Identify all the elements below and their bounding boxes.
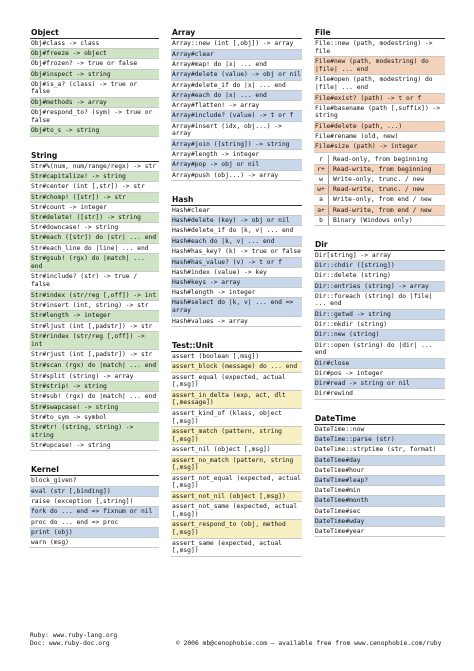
section-hash xyxy=(171,195,302,327)
list-item: Str#downcase! -> string xyxy=(30,223,159,233)
list-item: assert_no_match (pattern, string [,msg]) xyxy=(171,456,302,474)
section-file-modes xyxy=(314,155,445,226)
file-mode-key: a+ xyxy=(314,206,329,215)
list-item: Str#strip! -> string xyxy=(30,382,159,392)
list-item: Str#insert (int, string) -> str xyxy=(30,301,159,311)
list-item: Hash#clear xyxy=(171,206,302,216)
list-item: assert_match (pattern, string [,msg]) xyxy=(171,427,302,445)
file-mode-key: b xyxy=(314,216,329,225)
list-item: assert_not_nil (object [,msg]) xyxy=(171,492,302,502)
list-item: Obj#is_a? (class) -> true or false xyxy=(30,80,159,98)
list-item: Str#include? (str) -> true / false xyxy=(30,272,159,290)
copyright: © 2006 mb@cenophobie.com — available free from www.cenophobie.com/ruby xyxy=(176,640,442,647)
section-title: Dir xyxy=(314,240,445,251)
list-item: Str#each ([str]) do |str| ... end xyxy=(30,233,159,244)
list-item: Hash#has_value? (v) -> t or f xyxy=(171,258,302,268)
footer-links xyxy=(30,632,117,648)
list-item: Array#include? (value) -> t or f xyxy=(171,111,302,122)
list-item: DateTime#day xyxy=(314,456,445,466)
list-item: Str#ljust (int [,padstr]) -> str xyxy=(30,322,159,333)
list-item: Hash#delete_if do |k, v| ... end xyxy=(171,226,302,237)
list-item: fork do ... end => fixnum or nil xyxy=(30,507,159,518)
list-item: Str#center (int [,str]) -> str xyxy=(30,182,159,192)
list-item: Dir#close xyxy=(314,359,445,369)
list-item: Str#rindex (str/reg [,off]) -> int xyxy=(30,332,159,350)
file-mode-desc: Read-write, from beginning xyxy=(333,165,432,173)
list-item: File#exist? (path) -> t or f xyxy=(314,94,445,104)
list-item: Array#join ([string]) -> string xyxy=(171,140,302,150)
list-item: Str#scan (rgx) do |match| ... end xyxy=(30,361,159,372)
list-item: Obj#to_s -> string xyxy=(30,126,159,136)
list-item: Dir::new (string) xyxy=(314,330,445,340)
list-item: Array#clear xyxy=(171,50,302,60)
section-title: DateTime xyxy=(314,414,445,425)
list-item: Hash#each do |k, v| ... end xyxy=(171,237,302,247)
file-mode-row xyxy=(314,175,445,185)
list-item: Str#split (string) -> array xyxy=(30,372,159,382)
list-item: assert_kind_of (klass, object [,msg]) xyxy=(171,409,302,427)
section-title: Test::Unit xyxy=(171,341,302,352)
list-item: raise (exception [,string]) xyxy=(30,497,159,507)
list-item: Array#flatten! -> array xyxy=(171,101,302,111)
list-item: DateTime#hour xyxy=(314,466,445,476)
list-item: DateTime#min xyxy=(314,486,445,496)
section-array xyxy=(171,28,302,181)
list-item: proc do ... end => proc xyxy=(30,518,159,528)
file-mode-row xyxy=(314,195,445,205)
list-item: Array#insert (idx, obj...) -> array xyxy=(171,122,302,140)
list-item: Hash#select do |k, v| ... end => array xyxy=(171,298,302,316)
section-title: String xyxy=(30,151,159,162)
list-item: Str#sub! (rgx) do |match| ... end xyxy=(30,392,159,403)
list-item: Array#map! do |x| ... end xyxy=(171,60,302,70)
list-item: Hash#has_key? (k) -> true or false xyxy=(171,247,302,258)
list-item: Hash#length -> integer xyxy=(171,288,302,298)
list-item: Obj#methods -> array xyxy=(30,98,159,108)
file-mode-key: w+ xyxy=(314,185,329,194)
list-item: Str#chomp! ([str]) -> str xyxy=(30,193,159,203)
doc-link[interactable]: Doc: www.ruby-doc.org xyxy=(30,640,110,647)
section-title: File xyxy=(314,28,445,39)
section-title: Hash xyxy=(171,195,302,206)
list-item: Dir#pos -> integer xyxy=(314,369,445,379)
section-title: Kernel xyxy=(30,465,159,476)
list-item: Dir::chdir ([string]) xyxy=(314,261,445,271)
list-item: Hash#delete (key) -> obj or nil xyxy=(171,216,302,226)
file-mode-row xyxy=(314,216,445,226)
column-left xyxy=(30,28,159,562)
list-item: print (obj) xyxy=(30,528,159,538)
section-object xyxy=(30,28,159,137)
list-item: assert_respond_to (obj, method [,msg]) xyxy=(171,520,302,538)
list-item: Str#upcase! -> string xyxy=(30,441,159,451)
list-item: assert_in_delta (exp, act, dlt [,message]) xyxy=(171,391,302,409)
list-item: Str#%(num, num/range/regx) -> str xyxy=(30,162,159,173)
list-item: DateTime::now xyxy=(314,425,445,435)
list-item: File#size (path) -> integer xyxy=(314,142,445,152)
list-item: assert_not_equal (expected, actual [,msg]) xyxy=(171,474,302,492)
list-item: Dir#read -> string or nil xyxy=(314,379,445,389)
list-item: Hash#values -> array xyxy=(171,317,302,327)
list-item: DateTime#wday xyxy=(314,517,445,527)
list-item: Str#tr! (string, string) -> string xyxy=(30,423,159,441)
ruby-link[interactable]: Ruby: www.ruby-lang.org xyxy=(30,632,118,639)
file-mode-desc: Read-write, from end / new xyxy=(333,206,432,214)
list-item: warn (msg) xyxy=(30,538,159,548)
list-item: Str#to_sym -> symbol xyxy=(30,413,159,423)
list-item: DateTime::parse (str) xyxy=(314,435,445,445)
list-item: assert (boolean [,msg]) xyxy=(171,352,302,362)
list-item: Obj#inspect -> string xyxy=(30,70,159,80)
list-item: Hash#keys -> array xyxy=(171,278,302,288)
list-item: Dir[string] -> array xyxy=(314,251,445,261)
file-mode-desc: Write-only, trunc. / new xyxy=(333,175,424,183)
list-item: assert_same (expected, actual [,msg]) xyxy=(171,539,302,557)
list-item: DateTime#leap? xyxy=(314,476,445,486)
file-mode-key: a xyxy=(314,195,329,204)
list-item: Array#delete (value) -> obj or nil xyxy=(171,70,302,81)
list-item: Str#rjust (int [,padstr]) -> str xyxy=(30,350,159,361)
list-item: Str#capitalize! -> string xyxy=(30,172,159,182)
list-item: DateTime#year xyxy=(314,527,445,537)
list-item: File#basename (path [,suffix]) -> string xyxy=(314,104,445,122)
section-string xyxy=(30,151,159,452)
list-item: Array#pop -> obj or nil xyxy=(171,160,302,170)
list-item: Obj#respond_to? (sym) -> true or false xyxy=(30,108,159,126)
file-mode-key: w xyxy=(314,175,329,184)
list-item: Obj#frozen? -> true or false xyxy=(30,59,159,69)
column-middle xyxy=(171,28,302,571)
file-mode-row xyxy=(314,185,445,195)
file-mode-row xyxy=(314,155,445,165)
list-item: Array#each do |x| ... end xyxy=(171,91,302,101)
list-item: Str#delete! ([str]) -> string xyxy=(30,213,159,223)
section-datetime xyxy=(314,414,445,538)
list-item: Dir::open (string) do |dir| ... end xyxy=(314,341,445,359)
list-item: assert_not_same (expected, actual [,msg]) xyxy=(171,502,302,520)
list-item: assert_block (message) do ... end xyxy=(171,362,302,373)
list-item: assert_nil (object [,msg]) xyxy=(171,445,302,455)
list-item: Str#count -> integer xyxy=(30,203,159,213)
section-title: Object xyxy=(30,28,159,39)
list-item: File::new (path, modestring) -> file xyxy=(314,39,445,57)
list-item: Obj#class -> class xyxy=(30,39,159,49)
list-item: Dir#rewind xyxy=(314,389,445,399)
list-item: DateTime#month xyxy=(314,496,445,506)
file-mode-row xyxy=(314,206,445,216)
section-dir xyxy=(314,240,445,400)
list-item: Str#length -> integer xyxy=(30,311,159,321)
list-item: Str#index (str/reg [,off]) -> int xyxy=(30,291,159,302)
list-item: Str#each_line do |line| ... end xyxy=(30,244,159,254)
list-item: Array#push (obj...) -> array xyxy=(171,171,302,181)
list-item: File#rename (old, new) xyxy=(314,132,445,142)
file-mode-desc: Read-write, trunc. / new xyxy=(333,186,424,194)
list-item: Array#delete_if do |x| ... end xyxy=(171,81,302,91)
file-mode-key: r+ xyxy=(314,165,329,174)
section-kernel xyxy=(30,465,159,548)
section-test-unit xyxy=(171,341,302,557)
file-mode-desc: Write-only, from end / new xyxy=(333,196,432,204)
list-item: Str#swapcase! -> string xyxy=(30,403,159,413)
file-mode-key: r xyxy=(314,155,329,164)
list-item: Dir::foreach (string) do |file| ... end xyxy=(314,292,445,310)
list-item: Str#gsub! (rgx) do |match| ... end xyxy=(30,254,159,272)
list-item: Dir::mkdir (string) xyxy=(314,320,445,330)
column-right xyxy=(314,28,445,551)
list-item: File#delete (path, ...) xyxy=(314,122,445,132)
list-item: Dir::delete (string) xyxy=(314,271,445,281)
list-item: Hash#index (value) -> key xyxy=(171,268,302,278)
list-item: DateTime::strptime (str, format) xyxy=(314,445,445,456)
list-item: assert_equal (expected, actual [,msg]) xyxy=(171,373,302,391)
section-file xyxy=(314,28,445,153)
section-title: Array xyxy=(171,28,302,39)
list-item: block_given? xyxy=(30,476,159,486)
file-mode-desc: Read-only, from beginning xyxy=(333,155,428,163)
list-item: Dir::entries (string) -> array xyxy=(314,282,445,292)
file-mode-row xyxy=(314,165,445,175)
list-item: File#new (path, modestring) do |file| ... end xyxy=(314,57,445,75)
list-item: Array::new (int [,obj]) -> array xyxy=(171,39,302,50)
list-item: Dir::getwd -> string xyxy=(314,310,445,320)
list-item: DateTime#sec xyxy=(314,507,445,517)
list-item: Array#length -> integer xyxy=(171,150,302,160)
list-item: eval (str [,binding]) xyxy=(30,487,159,497)
file-mode-desc: Binary (Windows only) xyxy=(333,216,413,224)
list-item: Obj#freeze -> object xyxy=(30,49,159,59)
list-item: File#open (path, modestring) do |file| ... end xyxy=(314,75,445,93)
